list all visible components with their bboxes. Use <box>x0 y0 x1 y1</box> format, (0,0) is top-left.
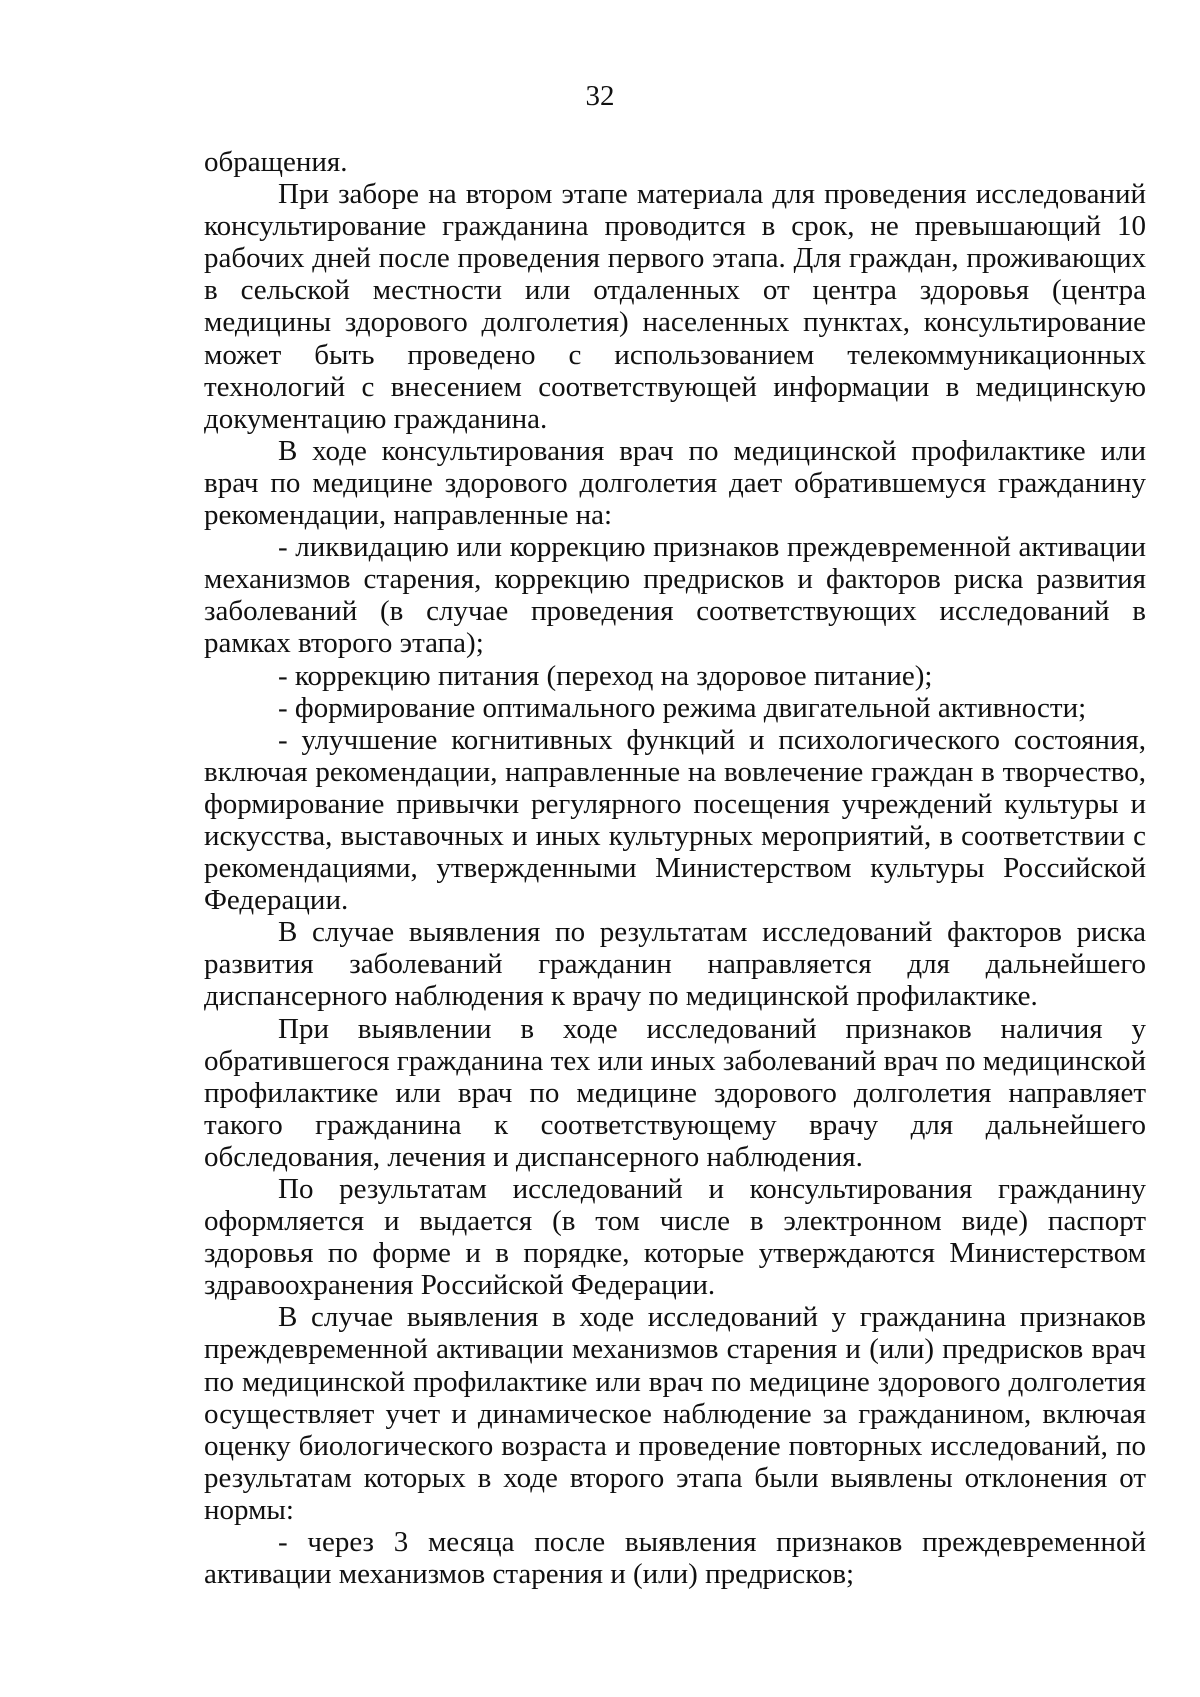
paragraph-disease-referral: При выявлении в ходе исследований признаков наличия у обратившегося гражданина тех или иных заболеваний врач по медицинской профилактике или врач по медицине здорового долголетия направляет такого гражданина к соответствующему врачу для дальнейшего обследования, лечения и диспансерного наблюдения. <box>204 1012 1146 1173</box>
list-item-cognitive-functions: - улучшение когнитивных функций и психологического состояния, включая рекомендации, направленные на вовлечение граждан в творчество, формирование привычки регулярного посещения учреждений культуры и искусства, выставочных и иных культурных мероприятий, в соответствии с рекомендациями, утвержденными Министерством культуры Российской Федерации. <box>204 723 1146 917</box>
list-item-nutrition: - коррекцию питания (переход на здоровое питание); <box>278 659 933 692</box>
list-item-three-months: - через 3 месяца после выявления признаков преждевременной активации механизмов старения и (или) предрисков; <box>204 1526 1146 1591</box>
paragraph-health-passport: По результатам исследований и консультирования гражданину оформляется и выдается (в том числе в электронном виде) паспорт здоровья по форме и в порядке, которые утверждаются Министерством здравоохранения Российской Федерации. <box>204 1173 1146 1302</box>
paragraph-dynamic-monitoring: В случае выявления в ходе исследований у гражданина признаков преждевременной активации механизмов старения и (или) предрисков врач по медицинской профилактике или врач по медицине здорового долголетия осуществляет учет и динамическое наблюдение за гражданином, включая оценку биологического возраста и проведение повторных исследований, по результатам которых в ходе второго этапа были выявлены отклонения от нормы: <box>204 1301 1146 1526</box>
page-number: 32 <box>585 80 615 112</box>
paragraph-continuation: обращения. <box>204 146 348 178</box>
paragraph-risk-factors: В случае выявления по результатам исследований факторов риска развития заболеваний гражданин направляется для дальнейшего диспансерного наблюдения к врачу по медицинской профилактике. <box>204 916 1146 1013</box>
paragraph-recommendations-intro: В ходе консультирования врач по медицинской профилактике или врач по медицине здорового долголетия дает обратившемуся гражданину рекомендации, направленные на: <box>204 434 1146 532</box>
paragraph-consultation-timing: При заборе на втором этапе материала для проведения исследований консультирование гражданина проводится в срок, не превышающий 10 рабочих дней после проведения первого этапа. Для граждан, проживающих в сельской местности или отдаленных от центра здоровья (центра медицины здорового долголетия) населенных пунктах, консультирование может быть проведено с использованием телекоммуникационных технологий с внесением соответствующей информации в медицинскую документацию гражданина. <box>204 178 1146 435</box>
document-body <box>204 146 1146 1590</box>
list-item-aging-correction: - ликвидацию или коррекцию признаков преждевременной активации механизмов старения, коррекцию предрисков и факторов риска развития заболеваний (в случае проведения соответствующих исследований в рамках второго этапа); <box>204 531 1146 660</box>
list-item-physical-activity: - формирование оптимального режима двигательной активности; <box>278 691 1087 724</box>
